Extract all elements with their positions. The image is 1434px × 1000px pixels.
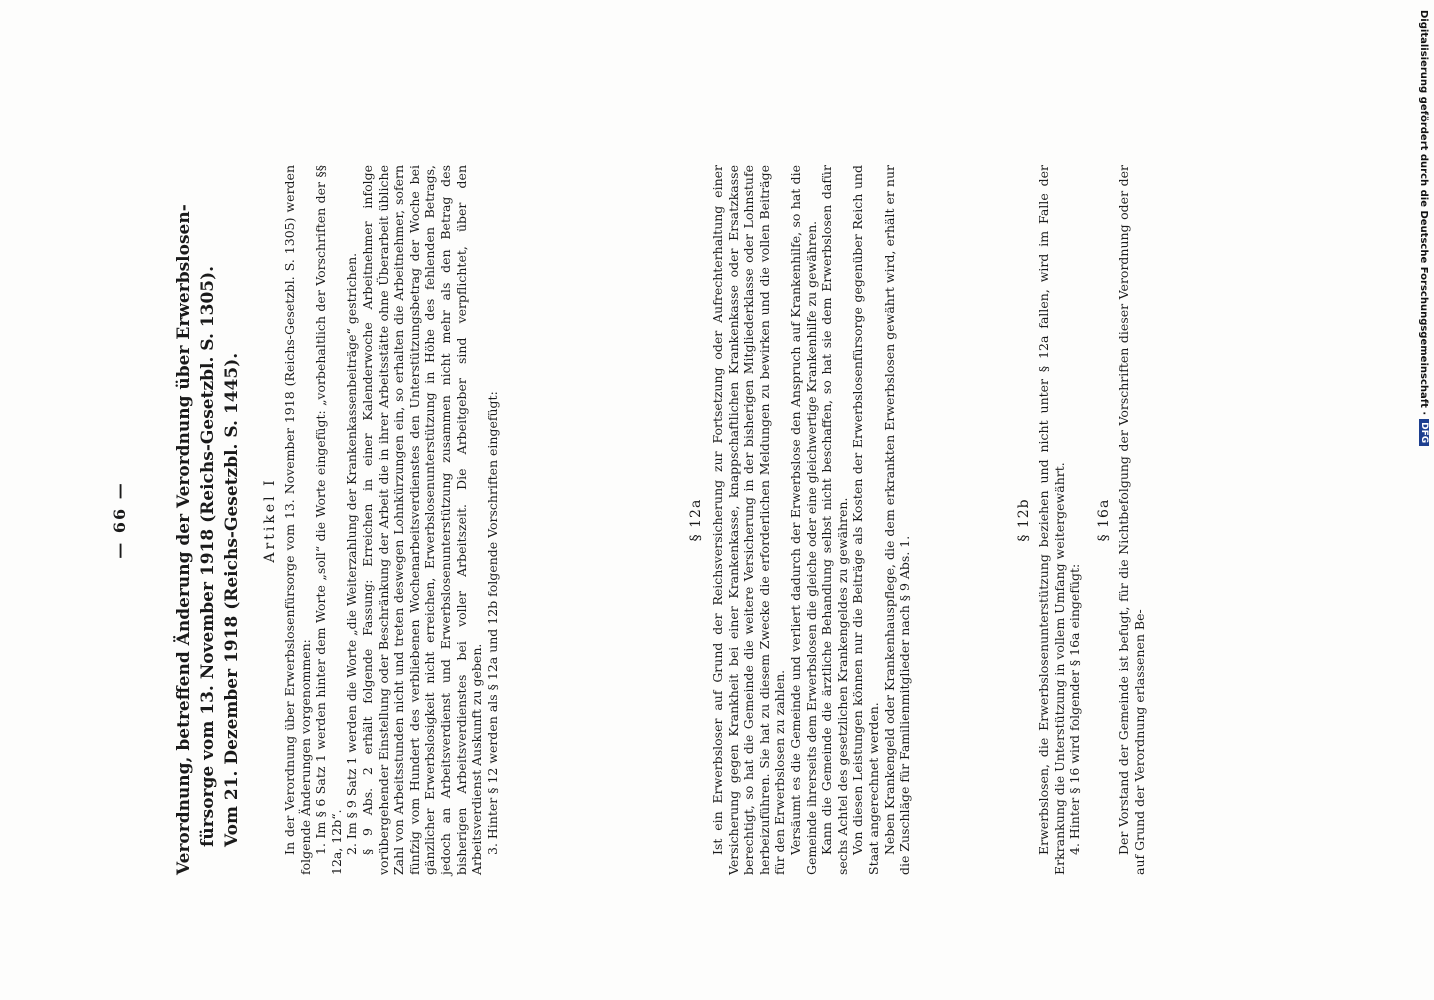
document-title bbox=[172, 165, 244, 875]
article-paragraph: § 9 Abs. 2 erhält folgende Fassung: Erreichen in einer Kalenderwoche Arbeitnehmer infolge vorübergehender Einstellung oder Beschränkung der Arbeit die in ihrer Arbeitsstätte ohne Überarbeit übliche Zahl von Arbeitsstunden nicht und treten deswegen Lohnkürzungen ein, so erhalten die Arbeitnehmer, sofern fünfzig vom Hundert des verbliebenen Wochenarbeitsverdienstes den Unterstützungsbetrag der Woche bei gänzlicher Erwerbslosigkeit nicht erreichen, Erwerbslosenunterstützung in Höhe des fehlenden Betrags, jedoch an Arbeitsverdienst und Erwerbslosenunterstützung zusammen nicht mehr als den Betrag des bisherigen Arbeitsverdienstes bei voller Arbeitszeit. Die Arbeitgeber sind verpflichtet, über den Arbeitsverdienst Auskunft zu geben. bbox=[359, 165, 485, 875]
article-body bbox=[282, 165, 500, 875]
section-paragraph: Der Vorstand der Gemeinde ist befugt, für die Nichtbefolgung der Vorschriften dieser Verordnung oder der auf Grund der Verordnung erlassenen Be- bbox=[1116, 165, 1147, 875]
title-line-2: fürsorge vom 13. November 1918 (Reichs-Gesetzbl. S. 1305). bbox=[198, 265, 218, 847]
section-12b-heading: § 12b bbox=[1016, 498, 1032, 542]
section-paragraph: 4. Hinter § 16 wird folgender § 16a eingefügt: bbox=[1067, 563, 1083, 855]
section-12a-body bbox=[710, 165, 913, 875]
title-line-1: Verordnung, betreffend Änderung der Verordnung über Erwerbslosen- bbox=[174, 204, 194, 875]
article-heading: Artikel I bbox=[262, 477, 278, 563]
section-paragraph: Ist ein Erwerbsloser auf Grund der Reichsversicherung zur Fortsetzung oder Aufrechterhaltung einer Versicherung gegen Krankheit bei einer Krankenkasse, knappschaftlichen Krankenkasse oder Ersatzkasse berechtigt, so hat die Gemeinde die weitere Versicherung in der bisherigen Mitgliederklasse oder Lohnstufe herbeizuführen. Sie hat zu diesem Zwecke die erforderlichen Meldungen zu bewirken und die vollen Beiträge für den Erwerbslosen zu zahlen. bbox=[710, 165, 788, 875]
title-line-3: Vom 21. Dezember 1918 (Reichs-Gesetzbl. S. 1445). bbox=[222, 352, 242, 847]
dfg-watermark bbox=[1416, 10, 1432, 444]
section-16a-body bbox=[1116, 165, 1147, 875]
dfg-logo-badge: DFG bbox=[1419, 419, 1429, 446]
article-paragraph: 2. Im § 9 Satz 1 werden die Worte „die Weiterzahlung der Krankenkassenbeiträge“ gestrichen. bbox=[344, 252, 360, 855]
section-16a-heading: § 16a bbox=[1096, 498, 1112, 542]
page-number: — 66 — bbox=[110, 481, 129, 559]
article-paragraph: In der Verordnung über Erwerbslosenfürsorge vom 13. November 1918 (Reichs-Gesetzbl. S. 1305) werden folgende Änderungen vorgenommen: bbox=[282, 165, 313, 875]
section-paragraph: Versäumt es die Gemeinde und verliert dadurch der Erwerbslose den Anspruch auf Krankenhilfe, so hat die Gemeinde ihrerseits dem Erwerbslosen die gleiche oder eine gleichwertige Krankenhilfe zu gewähren. bbox=[787, 165, 819, 875]
section-paragraph: Erwerbslosen, die Erwerbslosenunterstützung beziehen und nicht unter § 12a fallen, wird im Falle der Erkrankung die Unterstützung in vollem Umfang weitergewährt. bbox=[1036, 165, 1067, 875]
section-paragraph: Neben Krankengeld oder Krankenhauspflege, die dem erkrankten Erwerbslosen gewährt wird, erhält er nur die Zuschläge für Familienmitglieder nach § 9 Abs. 1. bbox=[881, 165, 913, 875]
section-paragraph: Von diesen Leistungen können nur die Beiträge als Kosten der Erwerbslosenfürsorge gegenüber Reich und Staat angerechnet werden. bbox=[850, 165, 881, 875]
section-12b-body bbox=[1036, 165, 1083, 875]
article-paragraph: 3. Hinter § 12 werden als § 12a und 12b folgende Vorschriften eingefügt: bbox=[484, 391, 500, 855]
rotated-page-content bbox=[110, 165, 1170, 875]
watermark-text: Digitalisierung gefördert durch die Deutsche Forschungsgemeinschaft · bbox=[1418, 10, 1430, 416]
section-paragraph: Kann die Gemeinde die ärztliche Behandlung selbst nicht beschaffen, so hat sie dem Erwerbslosen dafür sechs Achtel des gesetzlichen Krankengeldes zu gewähren. bbox=[819, 165, 850, 875]
section-12a-heading: § 12a bbox=[688, 498, 704, 542]
article-paragraph: 1. Im § 6 Satz 1 werden hinter dem Worte „soll“ die Worte eingefügt: „vorbehaltlich der Vorschriften der §§ 12a, 12b“. bbox=[313, 165, 344, 875]
